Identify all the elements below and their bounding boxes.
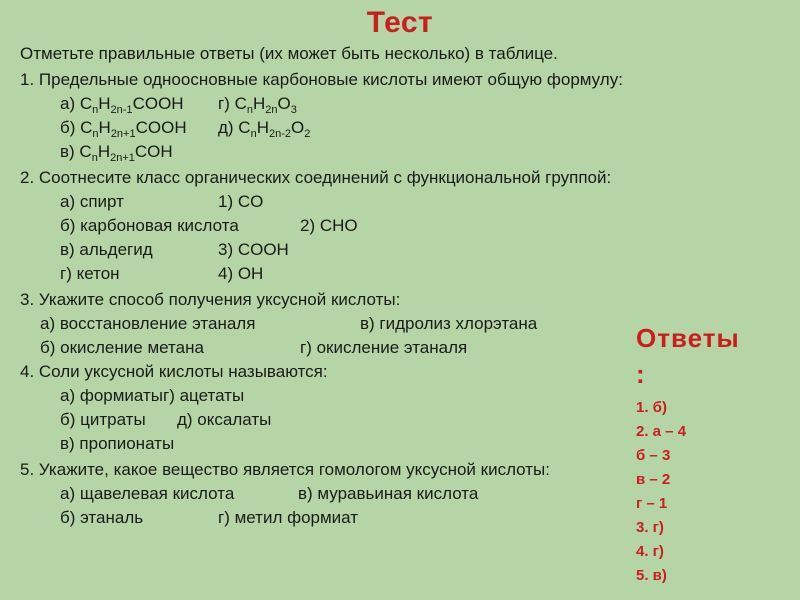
answer-item: 3. г) <box>636 519 664 536</box>
intro-text: Отметьте правильные ответы (их может быть несколько) в таблице. <box>20 44 558 63</box>
q3-option-g: г) окисление этаналя <box>300 338 468 357</box>
answer-item: г – 1 <box>636 495 668 512</box>
q2-right: 2) CHO <box>300 216 358 235</box>
q1-option-d: д) $C_nH_{2n-2}O_2$ <box>218 118 311 140</box>
question-2: 2. Соотнесите класс органических соединений с функциональной группой: <box>20 168 612 187</box>
q1-option-v: в) $C_nH_{2n+1}COH$ <box>60 142 173 164</box>
q1-option-a: а) $C_nH_{2n-1}COOH$ <box>60 94 184 116</box>
question-3: 3. Укажите способ получения уксусной кислоты: <box>20 290 401 309</box>
q2-left: г) кетон <box>60 264 120 283</box>
answer-item: 4. г) <box>636 543 664 560</box>
q3-option-b: б) окисление метана <box>40 338 204 357</box>
page-title: Тест <box>366 6 434 39</box>
q2-left: а) спирт <box>60 192 124 211</box>
q5-option-g: г) метил формиат <box>218 508 359 527</box>
answer-item: б – 3 <box>636 447 671 464</box>
q4-option-a-g: а) формиатыг) ацетаты <box>60 386 245 405</box>
q2-right: 1) CO <box>218 192 264 211</box>
q2-left: в) альдегид <box>60 240 153 259</box>
q4-option-b: б) цитраты <box>60 410 146 429</box>
q2-left: б) карбоновая кислота <box>60 216 239 235</box>
q4-option-v: в) пропионаты <box>60 434 175 453</box>
answer-item: 2. а – 4 <box>636 423 687 440</box>
q2-right: 4) OH <box>218 264 264 283</box>
q2-right: 3) COOH <box>218 240 289 259</box>
q5-option-a: а) щавелевая кислота <box>60 484 235 503</box>
q3-option-v: в) гидролиз хлорэтана <box>360 314 538 333</box>
answer-item: 5. в) <box>636 567 667 584</box>
answers-title: Ответы: <box>636 323 740 389</box>
question-1: 1. Предельные одноосновные карбоновые кислоты имеют общую формулу: <box>20 70 623 89</box>
q1-option-g: г) $C_nH_{2n}O_3$ <box>218 94 297 116</box>
question-5: 5. Укажите, какое вещество является гомологом уксусной кислоты: <box>20 460 550 479</box>
q5-option-v: в) муравьиная кислота <box>298 484 479 503</box>
question-4: 4. Соли уксусной кислоты называются: <box>20 362 328 381</box>
answers-panel <box>636 320 786 588</box>
q3-option-a: а) восстановление этаналя <box>40 314 256 333</box>
q5-option-b: б) этаналь <box>60 508 144 527</box>
q4-option-d: д) оксалаты <box>177 410 272 429</box>
q1-option-b: б) $C_nH_{2n+1}COOH$ <box>60 118 187 140</box>
answer-item: 1. б) <box>636 399 667 416</box>
answer-item: в – 2 <box>636 471 671 488</box>
